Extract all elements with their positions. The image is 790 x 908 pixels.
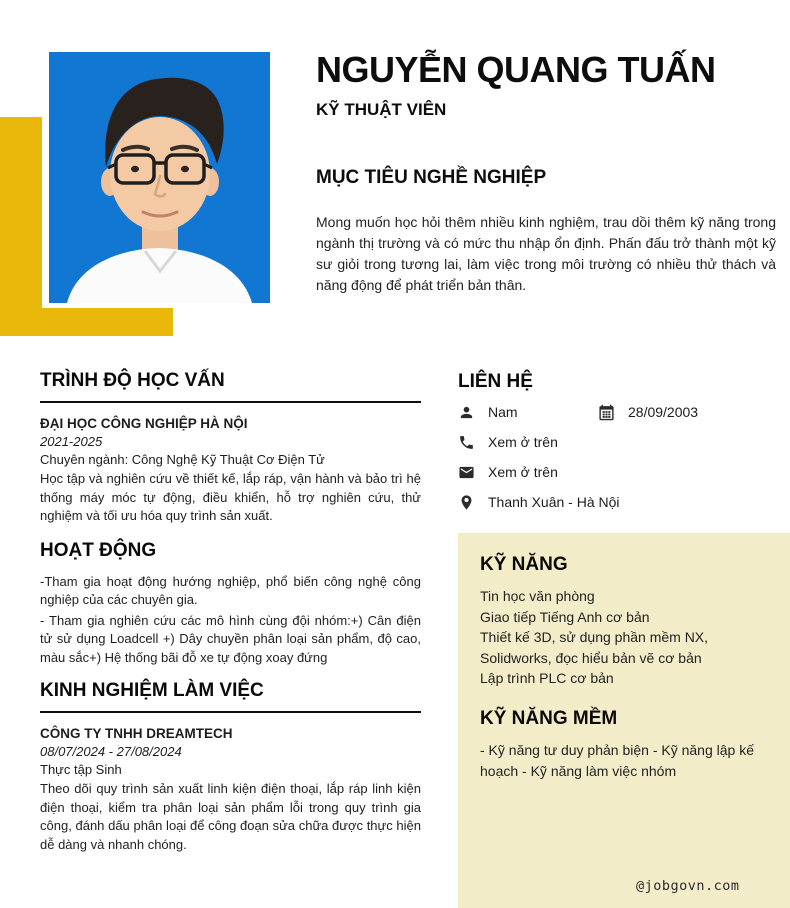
contact-row-phone — [458, 427, 790, 457]
skills-box — [458, 533, 790, 908]
contact-gender: Nam — [488, 404, 518, 420]
contact-row-gender-birthday — [458, 397, 790, 427]
candidate-name: NGUYỄN QUANG TUẤN — [316, 49, 716, 90]
contact-address: Thanh Xuân - Hà Nội — [488, 494, 620, 510]
skills-heading: KỸ NĂNG — [480, 554, 568, 575]
contact-birthday: 28/09/2003 — [628, 404, 699, 420]
activities-item: - Tham gia nghiên cứu các mô hình cùng đội nhóm:+) Cân điện tử sử dụng Loadcell +) Dây chuyền phân loại sản phẩm, độ cao, màu sắc+) Hệ thống bãi đỗ xe tự động xoay đứng — [40, 612, 421, 665]
education-major: Chuyên ngành: Công Nghệ Kỹ Thuật Cơ Điện Tử — [40, 452, 325, 467]
education-description: Học tập và nghiên cứu về thiết kế, lắp ráp, vận hành và bảo trì hệ thống máy móc tự động, điều khiển, hỗ trợ nghiên cứu, thử nghiệm và tối ưu hóa quy trình sản xuất. — [40, 471, 421, 523]
contact-section — [458, 368, 790, 517]
education-school: ĐẠI HỌC CÔNG NGHIỆP HÀ NỘI — [40, 416, 248, 431]
location-pin-icon — [458, 494, 475, 511]
education-heading: TRÌNH ĐỘ HỌC VẤN — [40, 370, 225, 391]
experience-description: Theo dõi quy trình sản xuất linh kiện điện thoại, lắp ráp linh kiện điện thoại, kiểm tra phân loại sản phẩm lỗi trong quy trình gia công, đánh dấu phân loại để công đoạn sửa chữa được thực hiện dễ dàng và nhanh chóng. — [40, 781, 421, 852]
contact-email: Xem ở trên — [488, 464, 558, 480]
calendar-icon — [598, 404, 615, 421]
objective-heading: MỤC TIÊU NGHỀ NGHIỆP — [316, 167, 547, 188]
contact-heading: LIÊN HỆ — [458, 371, 533, 392]
contact-phone: Xem ở trên — [488, 434, 558, 450]
experience-heading: KINH NGHIỆM LÀM VIỆC — [40, 680, 264, 701]
left-column — [40, 370, 421, 854]
experience-period: 08/07/2024 - 27/08/2024 — [40, 744, 182, 759]
watermark: @jobgovn.com — [636, 878, 740, 894]
skill-item: Lập trình PLC cơ bản — [480, 670, 614, 686]
profile-photo — [49, 52, 270, 303]
soft-skills-text: - Kỹ năng tư duy phản biện - Kỹ năng lập kế hoạch - Kỹ năng làm việc nhóm — [480, 741, 754, 779]
contact-rows — [458, 397, 790, 517]
objective-text: Mong muốn học hỏi thêm nhiều kinh nghiệm, trau dồi thêm kỹ năng trong ngành thị trường và có mức thu nhập ổn định. Phấn đấu trở thành một kỹ sư giỏi trong tương lai, làm việc trong môi trường có nhiều thử thách và năng động để phát triển bản thân. — [316, 214, 776, 293]
experience-company: CÔNG TY TNHH DREAMTECH — [40, 726, 233, 741]
candidate-title: KỸ THUẬT VIÊN — [316, 100, 447, 119]
contact-row-email — [458, 457, 790, 487]
mail-icon — [458, 464, 475, 481]
skill-item: Giao tiếp Tiếng Anh cơ bản — [480, 608, 650, 625]
soft-skills-heading: KỸ NĂNG MỀM — [480, 707, 618, 729]
contact-row-address — [458, 487, 790, 517]
experience-divider — [40, 711, 421, 713]
education-divider — [40, 401, 421, 403]
skill-item: Tin học văn phòng — [480, 588, 595, 604]
activities-item: -Tham gia hoạt động hướng nghiệp, phổ biến công nghệ công nghiệp của các chuyên gia. — [40, 573, 421, 607]
person-icon — [458, 404, 475, 421]
yellow-accent-left-bar — [0, 117, 42, 336]
education-years: 2021-2025 — [40, 434, 103, 449]
yellow-accent-photo-bar — [42, 308, 173, 336]
contact-birthday-pair — [598, 397, 698, 427]
phone-icon — [458, 434, 475, 451]
profile-photo-illustration — [49, 52, 270, 303]
experience-role: Thực tập Sinh — [40, 762, 122, 777]
skill-item: Thiết kế 3D, sử dụng phần mềm NX, Solidworks, đọc hiểu bản vẽ cơ bản — [480, 629, 709, 666]
activities-heading: HOẠT ĐỘNG — [40, 539, 157, 561]
